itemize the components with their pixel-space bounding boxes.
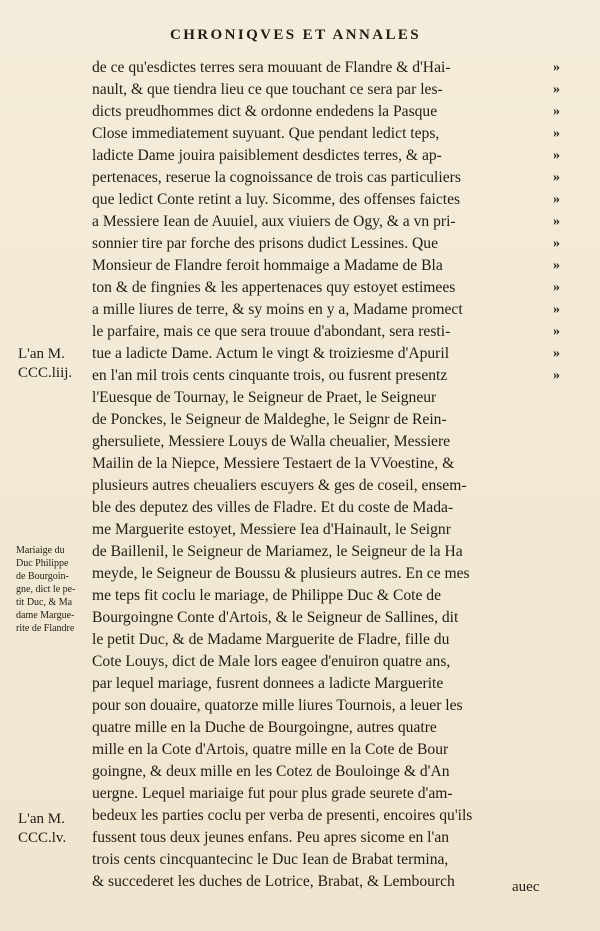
margin-note-line: de Bourgoin- bbox=[16, 571, 69, 582]
margin-date-line: L'an M. bbox=[18, 811, 65, 827]
catchword: auec bbox=[512, 879, 540, 895]
text-line: Cote Louys, dict de Male lors eagee d'enuiron quatre ans, bbox=[92, 653, 451, 670]
text-line: Bourgoingne Conte d'Artois, & le Seigneur de Sallines, dit bbox=[92, 609, 459, 626]
quote-mark: » bbox=[553, 346, 560, 361]
text-line: en l'an mil trois cents cinquante trois, ou fusrent presentz bbox=[92, 367, 448, 384]
margin-date-line: L'an M. bbox=[18, 346, 65, 362]
main-text-block bbox=[92, 57, 552, 893]
text-line: par lequel mariage, fusrent donnees a ladicte Marguerite bbox=[92, 675, 444, 692]
margin-note-line: tit Duc, & Ma bbox=[16, 597, 73, 608]
text-line: nault, & que tiendra lieu ce que touchant ce sera par les- bbox=[92, 81, 443, 98]
text-line: de Baillenil, le Seigneur de Mariamez, le Seigneur de la Ha bbox=[92, 543, 463, 560]
text-line: le parfaire, mais ce que sera trouue d'abondant, sera resti- bbox=[92, 323, 451, 340]
text-line: trois cents cincquantecinc le Duc Iean de Brabat termina, bbox=[92, 851, 449, 868]
text-line: Close immediatement suyuant. Que pendant ledict teps, bbox=[92, 125, 440, 142]
quote-mark: » bbox=[553, 236, 560, 251]
text-line: l'Euesque de Tournay, le Seigneur de Praet, le Seigneur bbox=[92, 389, 437, 406]
quote-mark: » bbox=[553, 214, 560, 229]
quote-mark: » bbox=[553, 170, 560, 185]
quote-mark: » bbox=[553, 258, 560, 273]
text-line: tue a ladicte Dame. Actum le vingt & troiziesme d'Apuril bbox=[92, 345, 450, 362]
quote-mark: » bbox=[553, 192, 560, 207]
text-line: plusieurs autres cheualiers escuyers & ges de coseil, ensem- bbox=[92, 477, 467, 494]
margin-note-line: gne, dict le pe- bbox=[16, 584, 76, 595]
text-line: que ledict Conte retint a luy. Sicomme, des offenses faictes bbox=[92, 191, 461, 208]
margin-date-1353 bbox=[18, 345, 90, 383]
text-line: Mailin de la Niepce, Messiere Testaert de la VVoestine, & bbox=[92, 455, 455, 472]
margin-date-line: CCC.lv. bbox=[18, 830, 67, 846]
text-line: bedeux les parties coclu per verba de presenti, encoires qu'ils bbox=[92, 807, 473, 824]
text-line: a Messiere Iean de Auuiel, aux viuiers de Ogy, & a vn pri- bbox=[92, 213, 456, 230]
text-line: de ce qu'esdictes terres sera mouuant de Flandre & d'Hai- bbox=[92, 59, 451, 76]
text-line: goingne, & deux mille en les Cotez de Bouloinge & d'An bbox=[92, 763, 450, 780]
text-line: a mille liures de terre, & sy moins en y a, Madame promect bbox=[92, 301, 463, 318]
quote-mark: » bbox=[553, 104, 560, 119]
text-line: pertenaces, reserue la cognoissance de trois cas particuliers bbox=[92, 169, 461, 186]
text-line: Monsieur de Flandre feroit hommaige a Madame de Bla bbox=[92, 257, 443, 274]
quote-mark: » bbox=[553, 82, 560, 97]
text-line: uergne. Lequel mariaige fut pour plus grade seurete d'am- bbox=[92, 785, 453, 802]
text-line: & succederet les duches de Lotrice, Brabat, & Lembourch bbox=[92, 873, 455, 890]
margin-date-1355 bbox=[18, 810, 90, 848]
quote-mark: » bbox=[553, 302, 560, 317]
quote-mark: » bbox=[553, 126, 560, 141]
margin-note-line: rite de Flandre bbox=[16, 623, 75, 634]
text-line: ble des deputez des villes de Fladre. Et du coste de Mada- bbox=[92, 499, 454, 516]
quotation-marks-column bbox=[553, 57, 575, 387]
margin-note-line: Mariaige du bbox=[16, 545, 65, 556]
quote-mark: » bbox=[553, 368, 560, 383]
quote-mark: » bbox=[553, 324, 560, 339]
text-line: ladicte Dame jouira paisiblement desdictes terres, & ap- bbox=[92, 147, 442, 164]
text-line: me teps fit coclu le mariage, de Philippe Duc & Cote de bbox=[92, 587, 442, 604]
text-line: de Ponckes, le Seigneur de Maldeghe, le Seignr de Rein- bbox=[92, 411, 447, 428]
margin-note-line: dame Margue- bbox=[16, 610, 75, 621]
text-line: le petit Duc, & de Madame Marguerite de Fladre, fille du bbox=[92, 631, 450, 648]
text-line: me Marguerite estoyet, Messiere Iea d'Hainault, le Seignr bbox=[92, 521, 451, 538]
margin-note-marriage bbox=[16, 544, 90, 635]
text-line: ton & de fingnies & les appertenaces quy estoyet estimees bbox=[92, 279, 456, 296]
quote-mark: » bbox=[553, 60, 560, 75]
text-line: pour son douaire, quatorze mille liures Tournois, a leuer les bbox=[92, 697, 463, 714]
text-line: meyde, le Seigneur de Boussu & plusieurs autres. En ce mes bbox=[92, 565, 470, 582]
text-line: sonnier tire par forche des prisons dudict Lessines. Que bbox=[92, 235, 439, 252]
text-line: dicts preudhommes dict & ordonne endedens la Pasque bbox=[92, 103, 438, 120]
text-line: quatre mille en la Duche de Bourgoingne, autres quatre bbox=[92, 719, 437, 736]
quote-mark: » bbox=[553, 148, 560, 163]
text-line: fussent tous deux jeunes enfans. Peu apres sicome en l'an bbox=[92, 829, 450, 846]
text-line: ghersuliete, Messiere Louys de Walla cheualier, Messiere bbox=[92, 433, 451, 450]
margin-date-line: CCC.liij. bbox=[18, 365, 73, 381]
text-line: mille en la Cote d'Artois, quatre mille en la Cote de Bour bbox=[92, 741, 449, 758]
quote-mark: » bbox=[553, 280, 560, 295]
margin-note-line: Duc Philippe bbox=[16, 558, 69, 569]
running-title: CHRONIQVES ET ANNALES bbox=[170, 27, 422, 43]
